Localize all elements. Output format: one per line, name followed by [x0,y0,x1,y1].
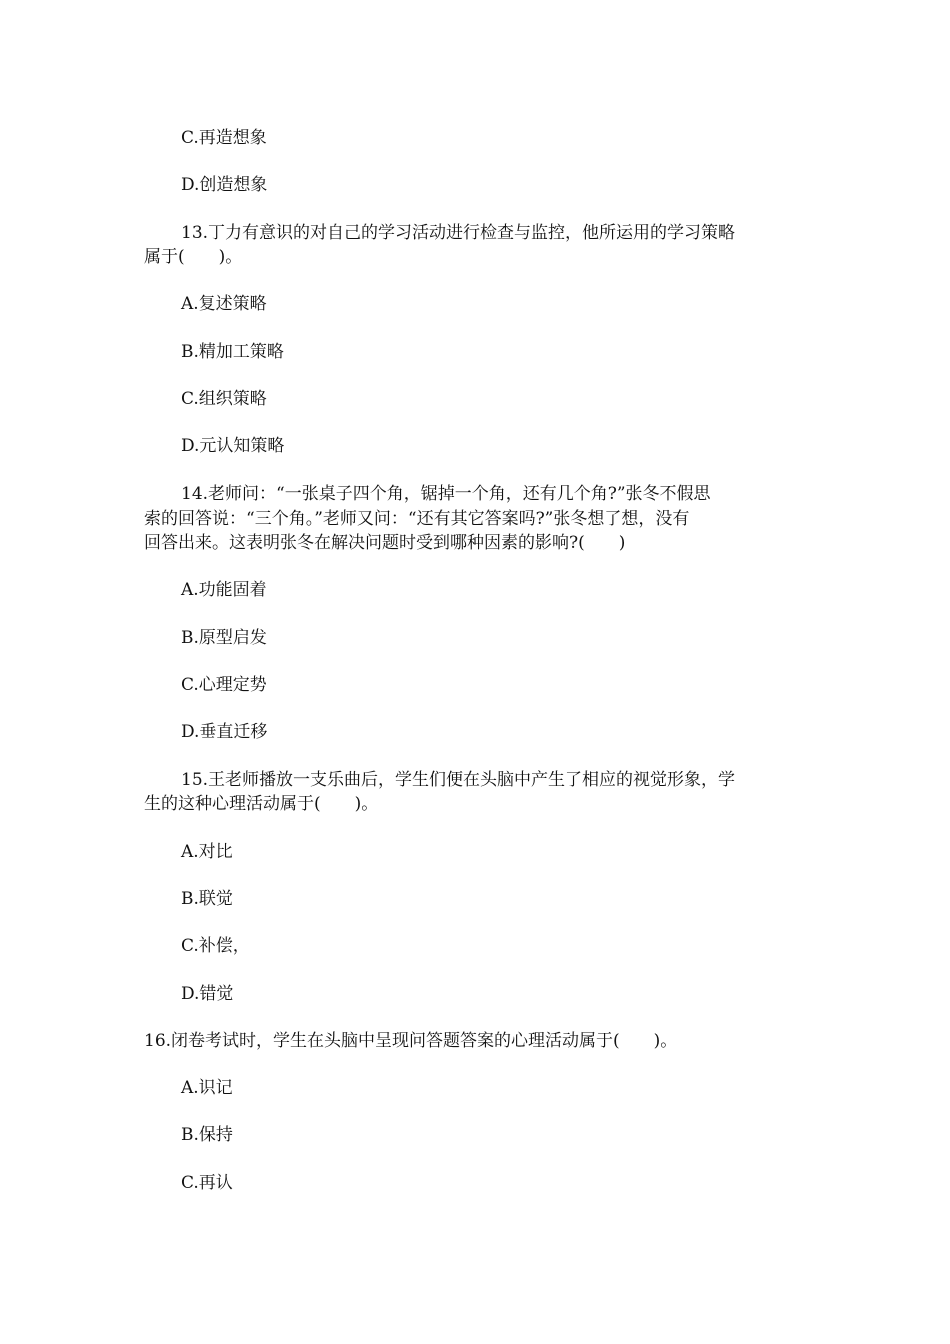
q13-stem-line-2: 属于( )。 [144,247,243,267]
q13-option-d: D.元认知策略 [181,436,285,456]
q16-option-a: A.识记 [181,1078,233,1098]
q15-stem-line-1: 15.王老师播放一支乐曲后，学生们便在头脑中产生了相应的视觉形象，学 [181,770,736,790]
q13-option-b: B.精加工策略 [181,342,284,362]
q14-stem-line-3: 回答出来。这表明张冬在解决问题时受到哪种因素的影响?( ) [144,533,626,553]
q14-option-d: D.垂直迁移 [181,722,268,742]
q15-option-c: C.补偿， [181,936,250,956]
q12-option-d: D.创造想象 [181,175,268,195]
q15-option-a: A.对比 [181,842,233,862]
q16-option-b: B.保持 [181,1125,233,1145]
q14-option-b: B.原型启发 [181,628,267,648]
q15-option-b: B.联觉 [181,889,233,909]
q15-stem-line-2: 生的这种心理活动属于( )。 [144,794,379,814]
q13-stem-line-1: 13.丁力有意识的对自己的学习活动进行检查与监控，他所运用的学习策略 [181,223,736,243]
q14-stem-line-2: 索的回答说：“三个角。”老师又问：“还有其它答案吗?”张冬想了想，没有 [144,509,690,529]
q13-option-c: C.组织策略 [181,389,267,409]
q14-option-a: A.功能固着 [181,580,267,600]
q15-option-d: D.错觉 [181,984,234,1004]
q12-option-c: C.再造想象 [181,128,267,148]
q13-option-a: A.复述策略 [181,294,267,314]
q14-stem-line-1: 14.老师问：“一张桌子四个角，锯掉一个角，还有几个角?”张冬不假思 [181,484,711,504]
q16-stem-line-1: 16.闭卷考试时，学生在头脑中呈现问答题答案的心理活动属于( )。 [144,1031,678,1051]
q14-option-c: C.心理定势 [181,675,267,695]
q16-option-c: C.再认 [181,1173,233,1193]
